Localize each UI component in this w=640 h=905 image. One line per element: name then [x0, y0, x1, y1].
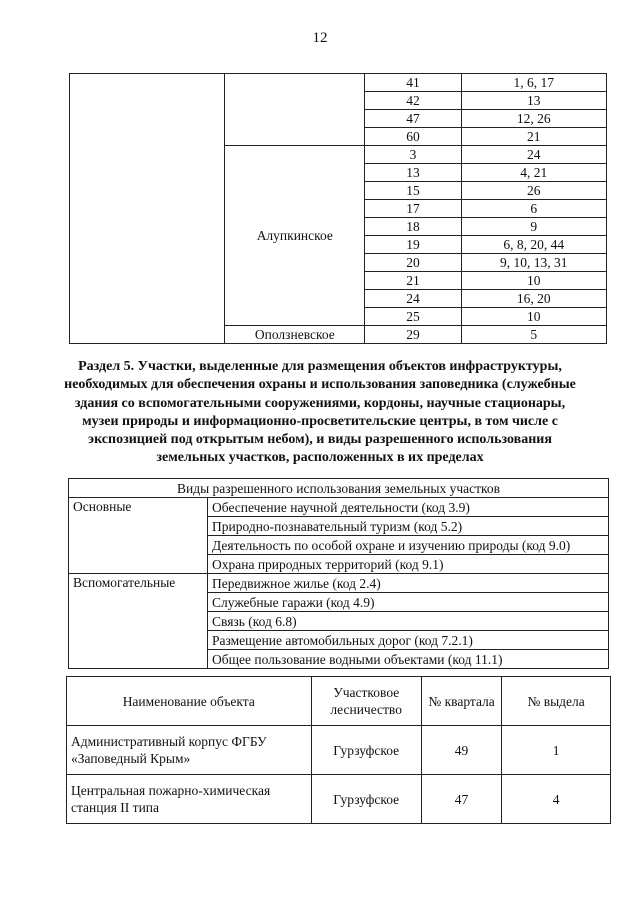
section-heading: Раздел 5. Участки, выделенные для размещения объектов инфраструктуры, необходимых для обеспечения охраны и использования заповедника (служебные здания со вспомогательными сооружениями, кордоны, научные стационары, музеи природы и информационно-просветительские центры, в том числе с экспозицией под открытым небом), и виды разрешенного использования земельных участков, расположенных в их пределах: [64, 359, 576, 466]
plots-cell: 4, 21: [461, 164, 607, 182]
quarter-cell: 13: [365, 164, 461, 182]
header-quarter: № квартала: [421, 677, 501, 726]
forestry-cell-alupka: Алупкинское: [225, 146, 365, 326]
category-main: Основные: [69, 498, 208, 574]
quarter-cell: 24: [365, 290, 461, 308]
quarter-cell: 29: [365, 326, 461, 344]
quarter-cell: 25: [365, 308, 461, 326]
table-row: [69, 479, 609, 498]
quarter-cell: 20: [365, 254, 461, 272]
page-number: 12: [312, 30, 328, 46]
plots-cell: 10: [461, 272, 607, 290]
quarter-cell: 3: [365, 146, 461, 164]
object-name: Административный корпус ФГБУ «Заповедный Крым»: [67, 726, 312, 775]
plots-cell: 21: [461, 128, 607, 146]
plots-cell: 16, 20: [461, 290, 607, 308]
table-row: [69, 574, 609, 593]
table-row: [70, 74, 607, 92]
land-use-item: Охрана природных территорий (код 9.1): [208, 555, 609, 574]
plots-cell: 12, 26: [461, 110, 607, 128]
plots-cell: 24: [461, 146, 607, 164]
forestry-cell-opolznevoe: Оползневское: [225, 326, 365, 344]
category-auxiliary: Вспомогательные: [69, 574, 208, 669]
table-row: [67, 726, 611, 775]
quarter-cell: 41: [365, 74, 461, 92]
header-name: Наименование объекта: [67, 677, 312, 726]
land-use-item: Природно-познавательный туризм (код 5.2): [208, 517, 609, 536]
plots-cell: 13: [461, 92, 607, 110]
plots-cell: 1, 6, 17: [461, 74, 607, 92]
header-forestry: Участковое лесничество: [311, 677, 421, 726]
land-use-item: Служебные гаражи (код 4.9): [208, 593, 609, 612]
object-forestry: Гурзуфское: [311, 775, 421, 824]
object-plot: 1: [502, 726, 611, 775]
land-use-item: Размещение автомобильных дорог (код 7.2.1): [208, 631, 609, 650]
object-forestry: Гурзуфское: [311, 726, 421, 775]
plots-cell: 9: [461, 218, 607, 236]
quarter-cell: 17: [365, 200, 461, 218]
land-use-item: Общее пользование водными объектами (код 11.1): [208, 650, 609, 669]
table-header: Виды разрешенного использования земельных участков: [69, 479, 609, 498]
land-use-item: Связь (код 6.8): [208, 612, 609, 631]
table-row: [67, 775, 611, 824]
plots-cell: 5: [461, 326, 607, 344]
quarter-cell: 19: [365, 236, 461, 254]
object-quarter: 49: [421, 726, 501, 775]
object-name: Центральная пожарно-химическая станция II типа: [67, 775, 312, 824]
objects-table: [66, 676, 611, 824]
plots-cell: 26: [461, 182, 607, 200]
object-quarter: 47: [421, 775, 501, 824]
plots-cell: 6: [461, 200, 607, 218]
quarter-cell: 60: [365, 128, 461, 146]
plots-cell: 10: [461, 308, 607, 326]
quarters-table: [69, 73, 607, 344]
forestry-cell: [225, 74, 365, 146]
land-use-table: [68, 478, 609, 669]
quarter-cell: 42: [365, 92, 461, 110]
quarter-cell: 47: [365, 110, 461, 128]
plots-cell: 9, 10, 13, 31: [461, 254, 607, 272]
land-use-item: Деятельность по особой охране и изучению природы (код 9.0): [208, 536, 609, 555]
quarter-cell: 21: [365, 272, 461, 290]
land-use-item: Обеспечение научной деятельности (код 3.9): [208, 498, 609, 517]
quarter-cell: 15: [365, 182, 461, 200]
table-header-row: [67, 677, 611, 726]
empty-cell: [70, 74, 225, 344]
quarter-cell: 18: [365, 218, 461, 236]
plots-cell: 6, 8, 20, 44: [461, 236, 607, 254]
object-plot: 4: [502, 775, 611, 824]
header-plot: № выдела: [502, 677, 611, 726]
land-use-item: Передвижное жилье (код 2.4): [208, 574, 609, 593]
table-row: [69, 498, 609, 517]
